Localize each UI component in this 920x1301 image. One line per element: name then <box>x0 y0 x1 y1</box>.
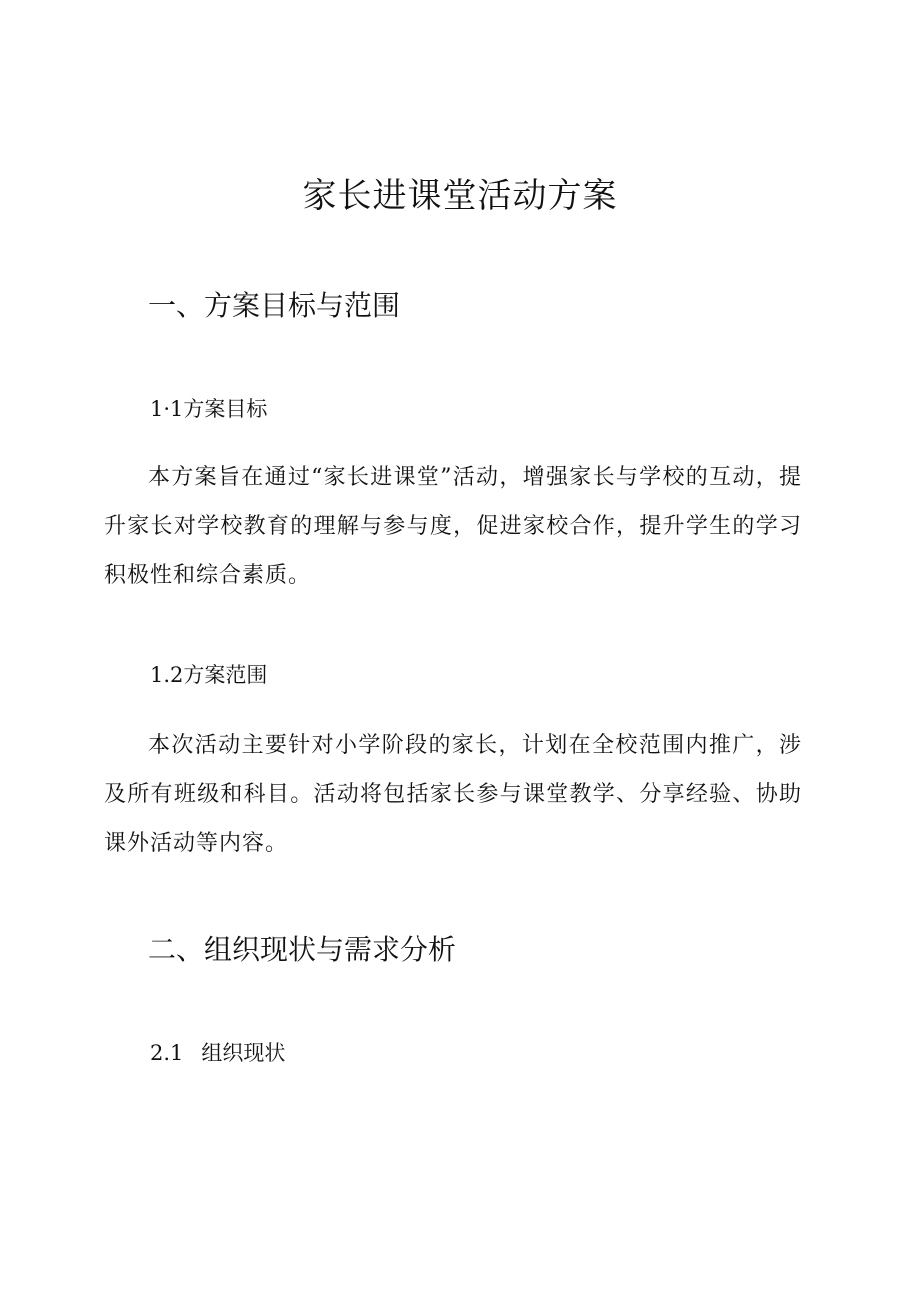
paragraph-1-1: 本方案旨在通过“家长进课堂”活动，增强家长与学校的互动，提升家长对学校教育的理解与参与度，促进家校合作，提升学生的学习积极性和综合素质。 <box>104 465 802 588</box>
subsection-heading-2-1 <box>150 1038 285 1068</box>
subsection-heading-1-2: 1.2方案范围 <box>150 663 268 687</box>
subsection-number: 2.1 <box>150 1041 184 1065</box>
document-title: 家长进课堂活动方案 <box>302 176 618 216</box>
section-heading-1: 一、方案目标与范围 <box>148 289 401 322</box>
paragraph-1-2: 本次活动主要针对小学阶段的家长，计划在全校范围内推广，涉及所有班级和科目。活动将包括家长参与课堂教学、分享经验、协助课外活动等内容。 <box>104 733 802 856</box>
subsection-heading-1-1: 1·1方案目标 <box>150 397 268 421</box>
section-heading-2: 二、组织现状与需求分析 <box>148 933 457 966</box>
subsection-title: 组织现状 <box>201 1041 286 1065</box>
